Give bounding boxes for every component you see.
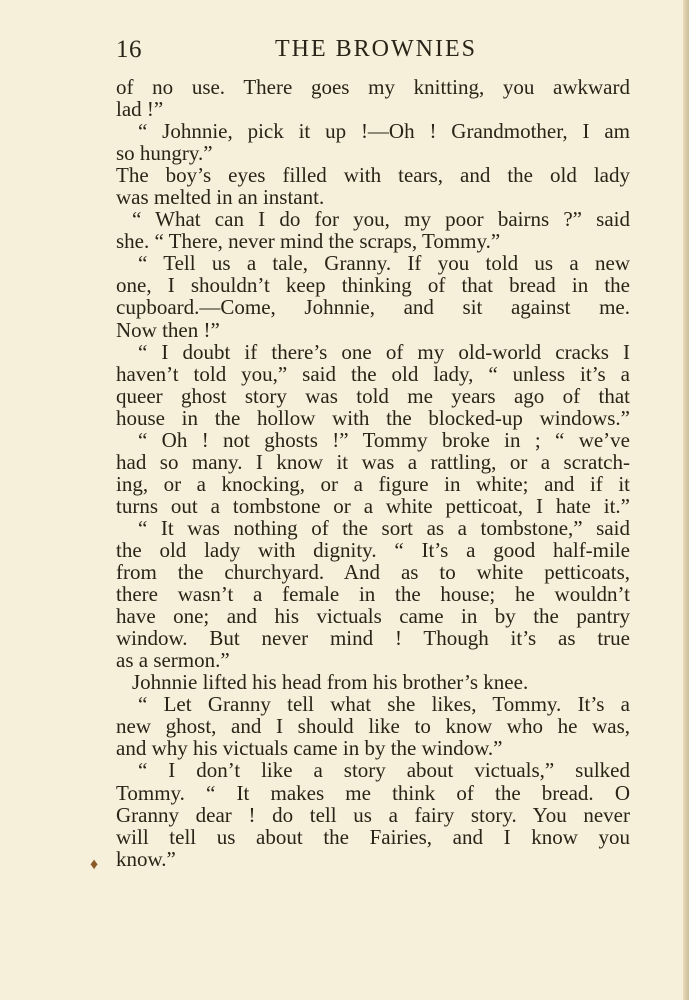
margin-ink-mark: ♦	[90, 856, 99, 873]
page-edge	[683, 0, 689, 1000]
text-line: queer ghost story was told me years ago of that	[116, 383, 630, 408]
text-line: house in the hollow with the blocked-up windows.”	[116, 405, 630, 430]
running-title: THE BROWNIES	[275, 36, 477, 62]
text-line: “ Tell us a tale, Granny. If you told us a new	[138, 251, 630, 276]
text-line: “ Let Granny tell what she likes, Tommy. It’s a	[138, 692, 630, 717]
text-line: Now then !”	[116, 317, 220, 342]
text-line: will tell us about the Fairies, and I know you	[116, 824, 630, 849]
text-line: window. But never mind ! Though it’s as true	[116, 626, 630, 651]
text-line: Johnnie lifted his head from his brother’s knee.	[132, 670, 529, 695]
text-line: there wasn’t a female in the house; he wouldn’t	[116, 582, 630, 607]
body-text	[116, 76, 630, 870]
text-line: haven’t told you,” said the old lady, “ unless it’s a	[116, 361, 630, 386]
text-line: Tommy. “ It makes me think of the bread. O	[116, 780, 630, 805]
text-line: turns out a tombstone or a white petticoat, I hate it.”	[116, 493, 630, 518]
text-line: cupboard.—Come, Johnnie, and sit against me.	[116, 295, 630, 320]
page-number: 16	[116, 36, 142, 63]
text-line: ing, or a knocking, or a figure in white; and if it	[116, 471, 630, 496]
page-header	[114, 36, 630, 66]
text-line: The boy’s eyes filled with tears, and the old lady	[116, 163, 630, 188]
text-line: “ I doubt if there’s one of my old-world cracks I	[138, 339, 630, 364]
text-line: lad !”	[116, 97, 164, 122]
text-line: “ I don’t like a story about victuals,” sulked	[138, 758, 630, 783]
text-line: have one; and his victuals came in by the pantry	[116, 604, 630, 629]
text-line: and why his victuals came in by the window.”	[116, 736, 503, 761]
text-line: was melted in an instant.	[116, 185, 325, 210]
text-line: the old lady with dignity. “ It’s a good half-mile	[116, 537, 630, 562]
text-line: new ghost, and I should like to know who he was,	[116, 714, 630, 739]
text-line: “ Oh ! not ghosts !” Tommy broke in ; “ we’ve	[138, 427, 630, 452]
text-line: Granny dear ! do tell us a fairy story. You never	[116, 802, 630, 827]
text-line: as a sermon.”	[116, 648, 230, 673]
text-line: from the churchyard. And as to white petticoats,	[116, 560, 630, 585]
text-line: of no use. There goes my knitting, you awkward	[116, 75, 630, 99]
text-line: know.”	[116, 846, 176, 871]
text-line: so hungry.”	[116, 141, 213, 166]
text-line: “ What can I do for you, my poor bairns ?” said	[132, 207, 630, 232]
text-line: “ Johnnie, pick it up !—Oh ! Grandmother, I am	[138, 119, 630, 144]
text-line: “ It was nothing of the sort as a tombstone,” said	[138, 515, 630, 540]
text-line: one, I shouldn’t keep thinking of that bread in the	[116, 273, 630, 298]
text-line: she. “ There, never mind the scraps, Tommy.”	[116, 229, 501, 254]
text-line: had so many. I know it was a rattling, or a scratch-	[116, 449, 630, 474]
